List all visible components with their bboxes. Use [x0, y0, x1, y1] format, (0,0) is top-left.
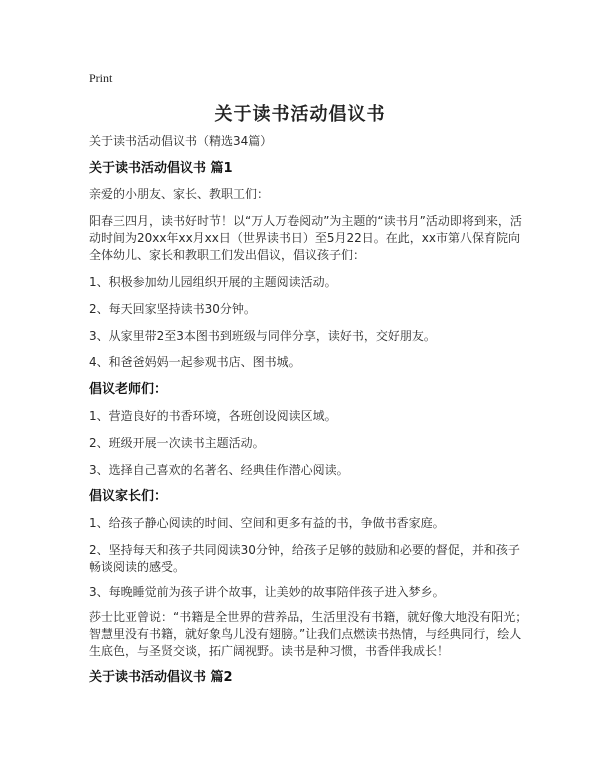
children-item-3: 3、从家里带2至3本图书到班级与同伴分享，读好书，交好朋友。 — [89, 329, 436, 343]
parents-item-1: 1、给孩子静心阅读的时间、空间和更多有益的书，争做书香家庭。 — [89, 516, 445, 530]
parents-item-2: 2、坚持每天和孩子共同阅读30分钟，给孩子足够的鼓励和必要的督促，并和孩子畅谈阅读的感受。 — [89, 543, 520, 574]
quote-paragraph: 莎士比亚曾说：“书籍是全世界的营养品，生活里没有书籍，就好像大地没有阳光；智慧里没有书籍，就好象鸟儿没有翅膀。”让我们点燃读书热情，与经典同行，绘人生底色，与圣贤交谈，拓广阔视野。读书是种习惯，书香伴我成长！ — [89, 610, 528, 658]
print-link[interactable]: Print — [89, 71, 113, 85]
article-2-heading: 关于读书活动倡议书 篇2 — [89, 670, 233, 685]
page-title: 关于读书活动倡议书 — [214, 104, 386, 125]
teachers-item-1: 1、营造良好的书香环境，各班创设阅读区域。 — [89, 409, 337, 423]
children-item-1: 1、积极参加幼儿园组织开展的主题阅读活动。 — [89, 275, 337, 289]
children-item-2: 2、每天回家坚持读书30分钟。 — [89, 302, 256, 316]
parents-item-3: 3、每晚睡觉前为孩子讲个故事，让美妙的故事陪伴孩子进入梦乡。 — [89, 585, 445, 599]
intro-paragraph: 阳春三四月，读书好时节！以“万人万卷阅动”为主题的“读书月”活动即将到来，活动时间为20xx年xx月xx日（世界读书日）至5月22日。在此，xx市第八保育院向全体幼儿、家长和教职工们发出倡议，倡议孩子们： — [89, 214, 522, 262]
greeting: 亲爱的小朋友、家长、教职工们： — [89, 187, 270, 201]
teachers-item-2: 2、班级开展一次读书主题活动。 — [89, 436, 265, 450]
teachers-item-3: 3、选择自己喜欢的名著名、经典佳作潜心阅读。 — [89, 463, 349, 477]
parents-heading: 倡议家长们： — [89, 489, 168, 504]
document-subtitle: 关于读书活动倡议书（精选34篇） — [89, 134, 273, 148]
children-item-4: 4、和爸爸妈妈一起参观书店、图书城。 — [89, 355, 301, 369]
teachers-heading: 倡议老师们： — [89, 382, 168, 397]
article-1-heading: 关于读书活动倡议书 篇1 — [89, 161, 233, 176]
